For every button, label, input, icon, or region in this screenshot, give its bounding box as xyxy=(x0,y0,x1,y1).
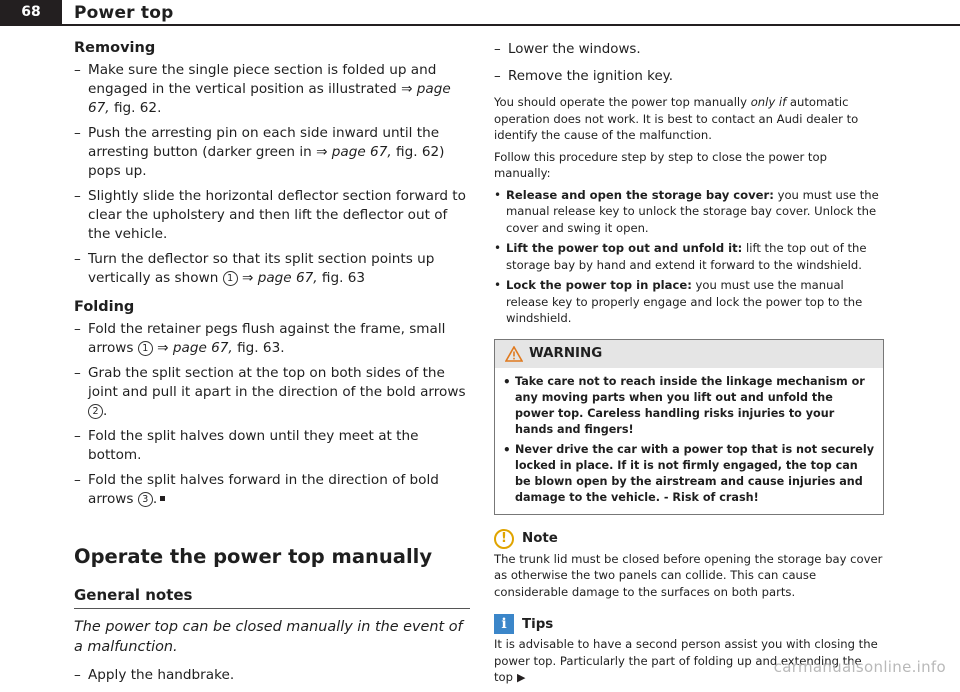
warning-box xyxy=(494,339,884,515)
page-header-title: Power top xyxy=(74,3,174,23)
steps-list xyxy=(74,666,470,685)
list-item: – Slightly slide the horizontal deflector section forward to clear the upholstery and then lift the deflector out of the vehicle. xyxy=(74,187,470,244)
page-ref-link[interactable]: page 67, xyxy=(88,81,451,116)
watermark: carmanualsonline.info xyxy=(773,658,946,676)
list-item: – Make sure the single piece section is folded up and engaged in the vertical position as illustrated ⇒ page 67, fig. 62. xyxy=(74,61,470,118)
exclamation-circle-icon: ! xyxy=(494,529,514,549)
tips-header xyxy=(494,614,886,634)
list-item: – Apply the handbrake. xyxy=(74,666,470,685)
folding-list xyxy=(74,320,470,509)
steps-list-continued xyxy=(494,40,886,86)
list-item: – Lower the windows. xyxy=(494,40,886,59)
info-icon: i xyxy=(494,614,514,634)
note-header xyxy=(494,529,886,549)
left-column xyxy=(74,40,470,691)
list-item: – Fold the split halves forward in the direction of bold arrows 3 . xyxy=(74,471,470,509)
right-column xyxy=(494,40,886,692)
page-ref-link[interactable]: page 67, xyxy=(257,270,318,286)
section-title: Operate the power top manually xyxy=(74,545,433,568)
callout-number: 2 xyxy=(88,404,103,419)
page-ref-link[interactable]: page 67, xyxy=(331,144,392,160)
folding-heading: Folding xyxy=(74,299,135,315)
subsection-title: General notes xyxy=(74,586,470,609)
list-item: – Remove the ignition key. xyxy=(494,67,886,86)
callout-number: 1 xyxy=(138,341,153,356)
removing-list xyxy=(74,61,470,288)
warning-body xyxy=(495,368,883,514)
list-item: – Turn the deflector so that its split section points up vertically as shown 1 ⇒ page 67, fig. 63 xyxy=(74,250,470,288)
list-item: – Fold the retainer pegs flush against the frame, small arrows 1 ⇒ page 67, fig. 63. xyxy=(74,320,470,358)
procedure-bullet: • Lock the power top in place: you must use the manual release key to properly engage and lock the power top to the windshield. xyxy=(494,277,886,327)
body-paragraph: Follow this procedure step by step to close the power top manually: xyxy=(494,149,827,180)
list-item: – Fold the split halves down until they meet at the bottom. xyxy=(74,427,470,465)
continue-arrow-icon: ▶ xyxy=(517,671,526,684)
removing-heading: Removing xyxy=(74,40,156,56)
callout-number: 1 xyxy=(223,271,238,286)
tips-title: Tips xyxy=(522,616,554,632)
list-item: – Push the arresting pin on each side inward until the arresting button (darker green in ⇒ page 67, fig. 62) pops up. xyxy=(74,124,470,181)
warning-item: • Never drive the car with a power top that is not securely locked in place. If it is not firmly engaged, the top can be blown open by the airstream and cause injuries and damage to the vehicle. - Risk of crash! xyxy=(503,442,875,506)
body-paragraph: You should operate the power top manually only if automatic operation does not work. It is best to contact an Audi dealer to identify the cause of the malfunction. xyxy=(494,95,859,142)
note-title: Note xyxy=(522,531,558,546)
procedure-bullet: • Release and open the storage bay cover: you must use the manual release key to unlock the storage bay cover. Unlock the cover and swing it open. xyxy=(494,187,886,237)
page-ref-link[interactable]: page 67, xyxy=(172,340,233,356)
list-item: – Grab the split section at the top on both sides of the joint and pull it apart in the direction of the bold arrows 2 . xyxy=(74,364,470,421)
warning-header xyxy=(495,340,883,368)
header-rule xyxy=(0,24,960,26)
page-number: 68 xyxy=(0,0,62,24)
warning-triangle-icon xyxy=(505,346,523,362)
note-text: The trunk lid must be closed before opening the storage bay cover as otherwise the two panels can collide. This can cause considerable damage to the surfaces on both parts. xyxy=(494,551,883,599)
callout-number: 3 xyxy=(138,492,153,507)
tips-text: It is advisable to have a second person assist you with closing the power top. Particularly the part of folding up and extending the top ▶ xyxy=(494,637,878,684)
warning-title: WARNING xyxy=(529,346,603,361)
warning-item: • Take care not to reach inside the linkage mechanism or any moving parts when you lift out and unfold the power top. Careless handling risks injuries to your hands and fingers! xyxy=(503,374,875,438)
procedure-bullet: • Lift the power top out and unfold it: lift the top out of the storage bay by hand and extend it forward to the windshield. xyxy=(494,240,886,273)
section-end-mark xyxy=(160,496,165,501)
intro-text: The power top can be closed manually in the event of a malfunction. xyxy=(74,619,463,655)
